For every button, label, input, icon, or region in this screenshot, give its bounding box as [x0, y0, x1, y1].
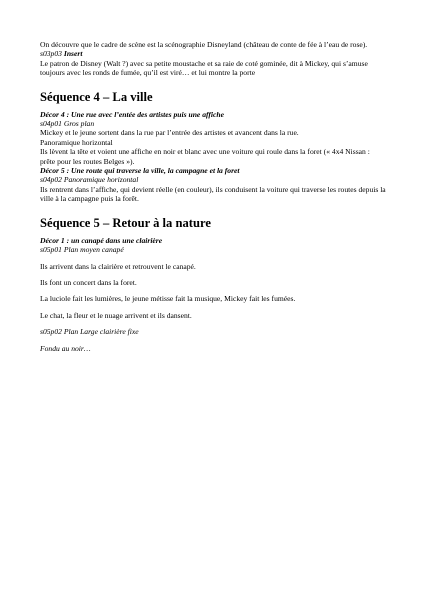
sequence-5-title: Séquence 5 – Retour à la nature [40, 215, 211, 230]
seq4-pan-note: Panoramique horizontal [40, 137, 113, 147]
seq5-paragraph-1: Ils arrivent dans la clairière et retrouvent le canapé. [40, 261, 196, 271]
shot-s05p02: s05p02 Plan Large clairière fixe [40, 327, 139, 337]
ending-note: Fondu au noir… [40, 343, 91, 353]
seq5-paragraph-2: Ils font un concert dans la foret. [40, 277, 137, 287]
shot-type: Insert [63, 49, 83, 59]
shot-heading-s03p03 [40, 49, 386, 58]
seq4-description-2: Ils lèvent la tête et voient une affiche en noir et blanc avec une voiture qui roule dans la foret (« 4x4 Nissan : prête pour les routes Belges »). [40, 147, 370, 166]
shot-s04p02: s04p02 Panoramique horizontal [40, 175, 139, 185]
decor-1-heading: Décor 1 : un canapé dans une clairière [40, 235, 163, 245]
seq5-paragraph-3: La luciole fait les lumières, le jeune métisse fait la musique, Mickey fait les fumées. [40, 294, 296, 304]
decor-5-heading: Décor 5 : Une route qui traverse la ville, la campagne et la foret [40, 166, 240, 176]
shot-code: s03p03 [40, 49, 62, 59]
intro-description: Le patron de Disney (Walt ?) avec sa petite moustache et sa raie de coté gominée, dit à Mickey, qui s’amuse toujours avec les ronds de fumée, qu’il est viré… et lui montre la porte [40, 58, 368, 78]
shot-s04p01: s04p01 Gros plan [40, 119, 95, 129]
sequence-4-title: Séquence 4 – La ville [40, 89, 153, 104]
decor-4-heading: Décor 4 : Une rue avec l’entée des artistes puis une affiche [40, 109, 224, 119]
intro-line: On découvre que le cadre de scène est la scénographie Disneyland (château de conte de fée à l’eau de rose). [40, 40, 368, 49]
seq4-description-3: Ils rentrent dans l’affiche, qui devient réelle (en couleur), ils conduisent la voiture qui traverse les routes depuis la ville à la campagne puis la forêt. [40, 184, 386, 204]
seq4-description-1: Mickey et le jeune sortent dans la rue par l’entrée des artistes et avancent dans la rue. [40, 128, 299, 138]
shot-s05p01: s05p01 Plan moyen canapé [40, 245, 124, 255]
seq5-paragraph-4: Le chat, la fleur et le nuage arrivent et ils dansent. [40, 310, 192, 320]
